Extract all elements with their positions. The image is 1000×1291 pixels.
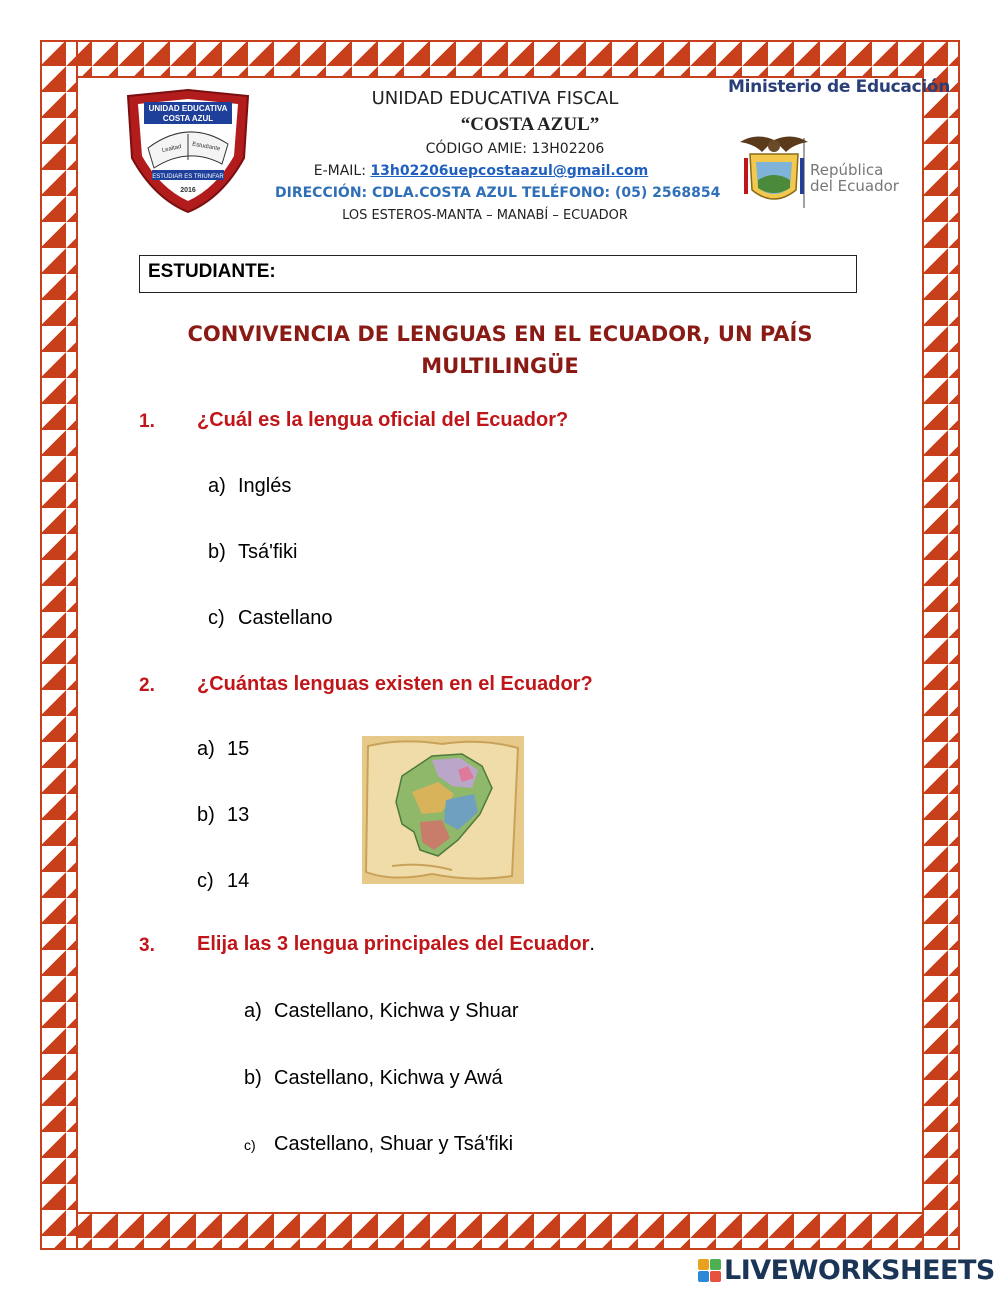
crest-line1: UNIDAD EDUCATIVA <box>148 104 228 113</box>
crest-book-word-2: Estudiante <box>191 141 221 153</box>
option-letter: b) <box>244 1067 262 1089</box>
amie-code: CÓDIGO AMIE: 13H02206 <box>425 141 605 157</box>
question-1-option-a[interactable] <box>208 475 291 498</box>
question-1-number: 1. <box>139 411 155 432</box>
border-right <box>922 40 960 1250</box>
option-letter: c) <box>208 607 225 629</box>
student-name-field[interactable] <box>139 255 857 293</box>
option-text: Tsá'fiki <box>238 541 298 563</box>
option-letter: b) <box>197 804 215 826</box>
crest-year: 2016 <box>180 187 196 194</box>
worksheet-page <box>78 78 922 1212</box>
school-name: UNIDAD EDUCATIVA FISCAL <box>371 88 619 109</box>
option-text: Castellano, Shuar y Tsá'fiki <box>274 1133 514 1155</box>
option-text: Castellano, Kichwa y Shuar <box>274 1000 519 1022</box>
republica-line1: República <box>810 161 884 179</box>
question-3-option-c[interactable] <box>244 1133 513 1156</box>
question-1-option-b[interactable] <box>208 541 297 564</box>
republica-line2: del Ecuador <box>810 177 899 195</box>
option-letter: c) <box>244 1137 256 1153</box>
question-3-option-b[interactable] <box>244 1067 503 1090</box>
crest-book-word-1: Lealtad <box>161 144 183 155</box>
border-top <box>40 40 960 78</box>
option-text: Castellano, Kichwa y Awá <box>274 1067 503 1089</box>
email-line <box>281 163 681 179</box>
question-3-label: Elija las 3 lengua principales del Ecuador <box>197 933 590 955</box>
option-letter: a) <box>244 1000 262 1022</box>
school-subtitle: “COSTA AZUL” <box>460 114 600 135</box>
question-3-text <box>197 933 595 956</box>
ministerio-label: Ministerio de Educación <box>728 77 951 97</box>
title-line1: CONVIVENCIA DE LENGUAS EN EL ECUADOR, UN PAÍS <box>187 322 813 346</box>
liveworksheets-icon <box>698 1259 721 1282</box>
option-letter: b) <box>208 541 226 563</box>
city-line: LOS ESTEROS-MANTA – MANABÍ – ECUADOR <box>342 208 628 223</box>
email-link[interactable]: 13h02206uepcostaazul@gmail.com <box>370 163 649 179</box>
option-text: 14 <box>227 870 250 892</box>
ecuador-map-image <box>362 736 524 884</box>
question-2-option-c[interactable] <box>197 870 249 893</box>
option-text: 13 <box>227 804 250 826</box>
question-2-option-a[interactable] <box>197 738 249 761</box>
title-line2: MULTILINGÜE <box>421 354 579 378</box>
option-letter: c) <box>197 870 214 892</box>
student-label: ESTUDIANTE: <box>148 261 276 282</box>
email-label: E-MAIL: <box>313 163 371 179</box>
option-letter: a) <box>197 738 215 760</box>
school-crest-icon <box>122 88 254 214</box>
address-line: DIRECCIÓN: CDLA.COSTA AZUL TELÉFONO: (05) 2568854 <box>275 185 721 201</box>
question-2-text: ¿Cuántas lenguas existen en el Ecuador? <box>197 673 593 695</box>
question-2-number: 2. <box>139 675 155 696</box>
question-1-option-c[interactable] <box>208 607 333 630</box>
option-text: Castellano <box>238 607 333 629</box>
option-letter: a) <box>208 475 226 497</box>
liveworksheets-logo[interactable] <box>698 1255 995 1285</box>
border-left <box>40 40 78 1250</box>
border-bottom <box>40 1212 960 1250</box>
coat-of-arms-icon <box>736 132 812 212</box>
question-3-period: . <box>589 933 595 955</box>
option-text: 15 <box>227 738 250 760</box>
liveworksheets-text: LIVEWORKSHEETS <box>724 1254 995 1286</box>
crest-line2: COSTA AZUL <box>162 114 214 123</box>
question-3-number: 3. <box>139 935 155 956</box>
question-2-option-b[interactable] <box>197 804 249 827</box>
question-3-option-a[interactable] <box>244 1000 519 1023</box>
crest-motto: ESTUDIAR ES TRIUNFAR <box>152 174 224 180</box>
question-1-text: ¿Cuál es la lengua oficial del Ecuador? <box>197 409 569 431</box>
worksheet-title <box>150 318 850 382</box>
option-text: Inglés <box>238 475 292 497</box>
republica-label <box>810 162 899 194</box>
